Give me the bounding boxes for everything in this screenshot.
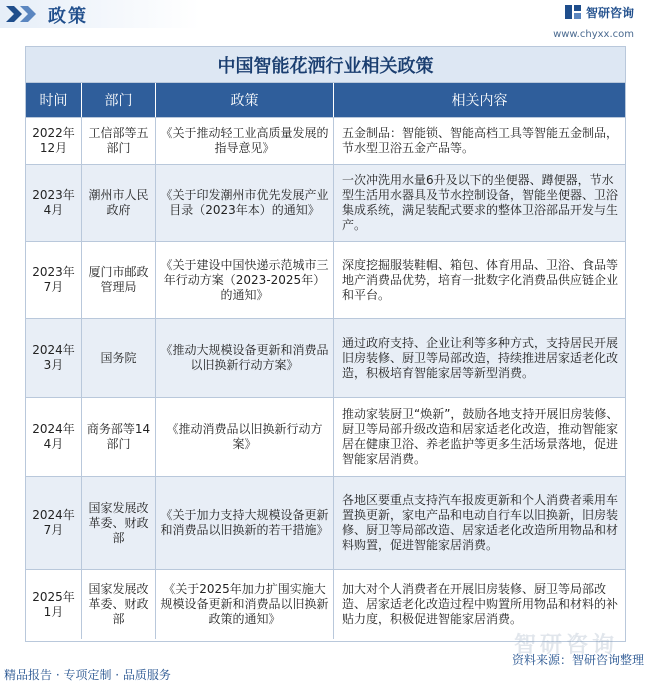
table-row bbox=[26, 117, 625, 164]
cell-time: 2024年4月 bbox=[26, 398, 82, 476]
cell-department: 厦门市邮政管理局 bbox=[82, 242, 156, 318]
cell-time: 2022年12月 bbox=[26, 118, 82, 164]
page-title: 政策 bbox=[48, 6, 88, 27]
source-note: 资料来源：智研咨询整理 bbox=[511, 653, 644, 667]
cell-content: 推动家装厨卫“焕新”，鼓励各地支持开展旧房装修、厨卫等局部升级改造和居家适老化改造，推动智能家居在健康卫浴、养老监护等更多生活场景落地，促进智能家居消费。 bbox=[342, 407, 619, 466]
cell-time: 2023年4月 bbox=[26, 165, 82, 241]
column-header-policy: 政策 bbox=[156, 83, 334, 117]
cell-policy: 《关于加力支持大规模设备更新和消费品以旧换新的若干措施》 bbox=[156, 477, 334, 569]
cell-content: 通过政府支持、企业让利等多种方式，支持居民开展旧房装修、厨卫等局部改造，持续推进居家适老化改造，积极培育智能家居等新型消费。 bbox=[342, 335, 619, 380]
cell-department: 商务部等14部门 bbox=[82, 398, 156, 476]
cell-department: 潮州市人民政府 bbox=[82, 165, 156, 241]
column-header-department: 部门 bbox=[82, 83, 156, 117]
cell-content: 深度挖掘服装鞋帽、箱包、体育用品、卫浴、食品等地产消费品优势，培育一批数字化消费品供应链企业和平台。 bbox=[342, 257, 619, 302]
chevron-right-icon bbox=[6, 6, 46, 22]
table-header-row bbox=[26, 83, 625, 117]
cell-policy: 《关于推动轻工业高质量发展的指导意见》 bbox=[156, 118, 334, 164]
table-row bbox=[26, 476, 625, 569]
cell-department: 工信部等五部门 bbox=[82, 118, 156, 164]
site-url: www.chyxx.com bbox=[553, 29, 634, 40]
column-header-time: 时间 bbox=[26, 83, 82, 117]
cell-time: 2024年7月 bbox=[26, 477, 82, 569]
column-header-content: 相关内容 bbox=[451, 93, 508, 109]
cell-policy: 《推动大规模设备更新和消费品以旧换新行动方案》 bbox=[156, 319, 334, 397]
policy-table bbox=[25, 46, 626, 642]
cell-policy: 《推动消费品以旧换新行动方案》 bbox=[156, 398, 334, 476]
cell-department: 国务院 bbox=[82, 319, 156, 397]
brand-name: 智研咨询 bbox=[585, 5, 634, 20]
cell-content: 加大对个人消费者在开展旧房装修、厨卫等局部改造、居家适老化改造过程中购置所用物品和材料的补贴力度，积极促进智能家居消费。 bbox=[342, 582, 619, 626]
cell-content: 一次冲洗用水量6升及以下的坐便器、蹲便器，节水型生活用水器具及节水控制设备，智能坐便器、卫浴集成系统，满足装配式要求的整体卫浴部品开发与生产。 bbox=[342, 173, 619, 232]
cell-department: 国家发展改革委、财政部 bbox=[82, 570, 156, 639]
cell-time: 2025年1月 bbox=[26, 570, 82, 639]
table-title: 中国智能花洒行业相关政策 bbox=[26, 47, 625, 83]
brand bbox=[565, 4, 634, 20]
cell-content: 五金制品：智能锁、智能高档工具等智能五金制品，节水型卫浴五金产品等。 bbox=[342, 126, 619, 155]
table-row bbox=[26, 164, 625, 241]
table-row bbox=[26, 241, 625, 318]
footer-tagline: 精品报告 · 专项定制 · 品质服务 bbox=[4, 668, 171, 682]
cell-department: 国家发展改革委、财政部 bbox=[82, 477, 156, 569]
table-row bbox=[26, 318, 625, 397]
header-bar bbox=[0, 0, 648, 40]
cell-time: 2023年7月 bbox=[26, 242, 82, 318]
cell-policy: 《关于印发潮州市优先发展产业目录（2023年本）的通知》 bbox=[156, 165, 334, 241]
cell-content: 各地区要重点支持汽车报废更新和个人消费者乘用车置换更新，家电产品和电动自行车以旧换新，旧房装修、厨卫等局部改造、居家适老化改造所用物品和材料购置，促进智能家居消费。 bbox=[342, 493, 619, 552]
cell-policy: 《关于建设中国快递示范城市三年行动方案（2023-2025年）的通知》 bbox=[156, 242, 334, 318]
table-row bbox=[26, 397, 625, 476]
cell-time: 2024年3月 bbox=[26, 319, 82, 397]
brand-logo-icon bbox=[565, 5, 581, 19]
watermark: 智研咨询 bbox=[513, 633, 618, 658]
cell-policy: 《关于2025年加力扩围实施大规模设备更新和消费品以旧换新政策的通知》 bbox=[156, 570, 334, 639]
